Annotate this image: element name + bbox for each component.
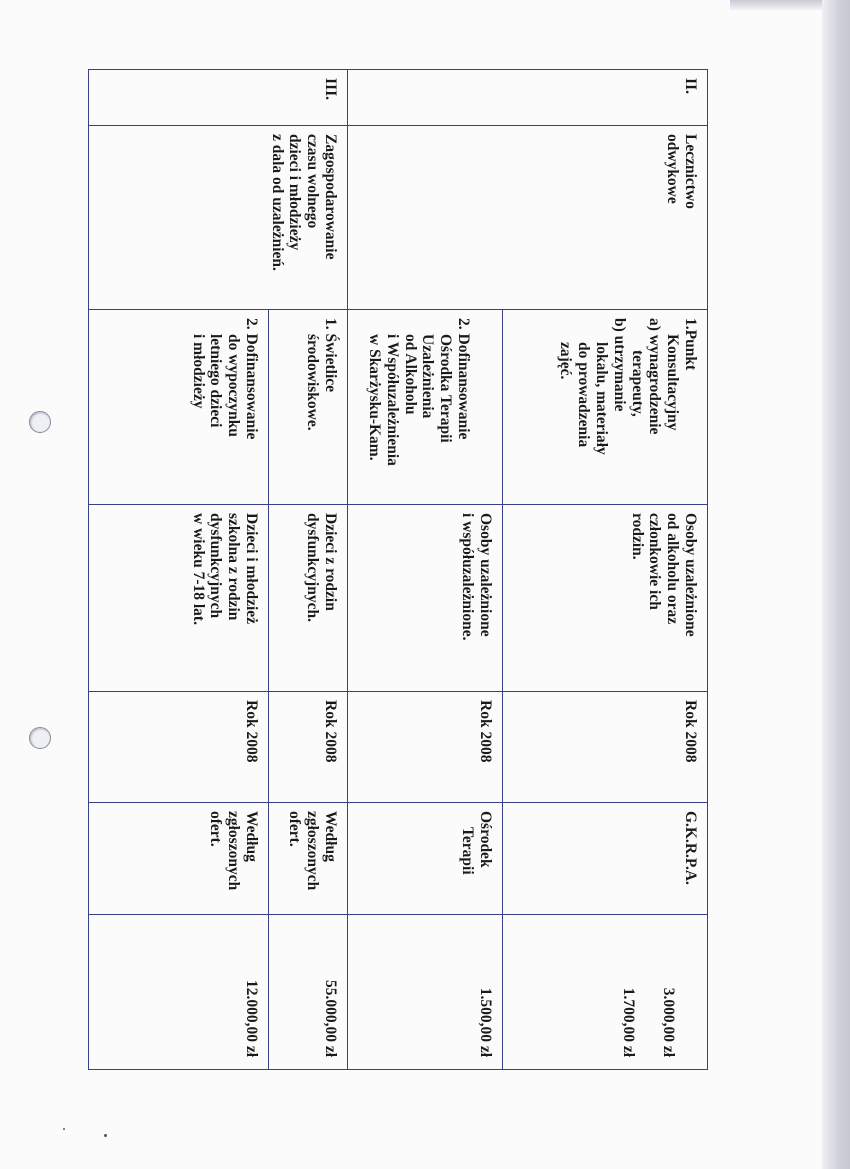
target-cell: Osoby uzależnione od alkoholu oraz członkowie ich rodzin. (503, 505, 708, 692)
program-table (88, 69, 708, 1070)
task-cell: 1. Świetlice środowiskowe. (269, 310, 348, 505)
executor-cell: G.K.R.P.A. (503, 803, 708, 915)
amount-cell: 3.000,00 zł 1.700,00 zł (503, 915, 708, 1070)
table-row (269, 70, 348, 1070)
area-cell: Zagospodarowanie czasu wolnego dzieci i młodzieży z dala od uzależnień. (89, 126, 348, 310)
amount-cell: 1.500,00 zł (348, 915, 503, 1070)
scan-speck (104, 1134, 107, 1137)
task-cell: 2. Dofinansowanie do wypoczynku letniego dzieci i młodzieży (89, 310, 269, 505)
executor-cell: Ośrodek Terapii (348, 803, 503, 915)
time-cell: Rok 2008 (89, 692, 269, 803)
scan-edge-shadow (822, 0, 850, 1169)
punch-hole-top (29, 411, 51, 433)
target-cell: Dzieci i młodzież szkolna z rodzin dysfunkcyjnych w wieku 7-18 lat. (89, 505, 269, 692)
area-cell: Lecznictwo odwykowe (348, 126, 708, 310)
executor-cell: Według zgłoszonych ofert. (269, 803, 348, 915)
rotated-table-container (89, 69, 708, 1069)
target-cell: Dzieci z rodzin dysfunkcyjnych. (269, 505, 348, 692)
row-number: III. (89, 70, 348, 126)
time-cell: Rok 2008 (503, 692, 708, 803)
table-row (503, 70, 708, 1070)
time-cell: Rok 2008 (269, 692, 348, 803)
time-cell: Rok 2008 (348, 692, 503, 803)
amount-cell: 55.000,00 zł (269, 915, 348, 1070)
amount-cell: 12.000,00 zł (89, 915, 269, 1070)
executor-cell: Według zgłoszonych ofert. (89, 803, 269, 915)
punch-hole-bottom (29, 727, 51, 749)
target-cell: Osoby uzależnione i współuzależnione. (348, 505, 503, 692)
scan-speck (63, 1128, 65, 1130)
task-cell: 2. Dofinansowanie Ośrodka Terapii Uzależnienia od Alkoholu i Współuzależnienia w Skarżysku-Kam. (348, 310, 503, 505)
row-number: II. (348, 70, 708, 126)
task-cell: 1.Punkt Konsultacyjny a) wynagrodzenie terapeuty, b) utrzymanie lokalu, materiały do prowadzenia zajęć. (503, 310, 708, 505)
